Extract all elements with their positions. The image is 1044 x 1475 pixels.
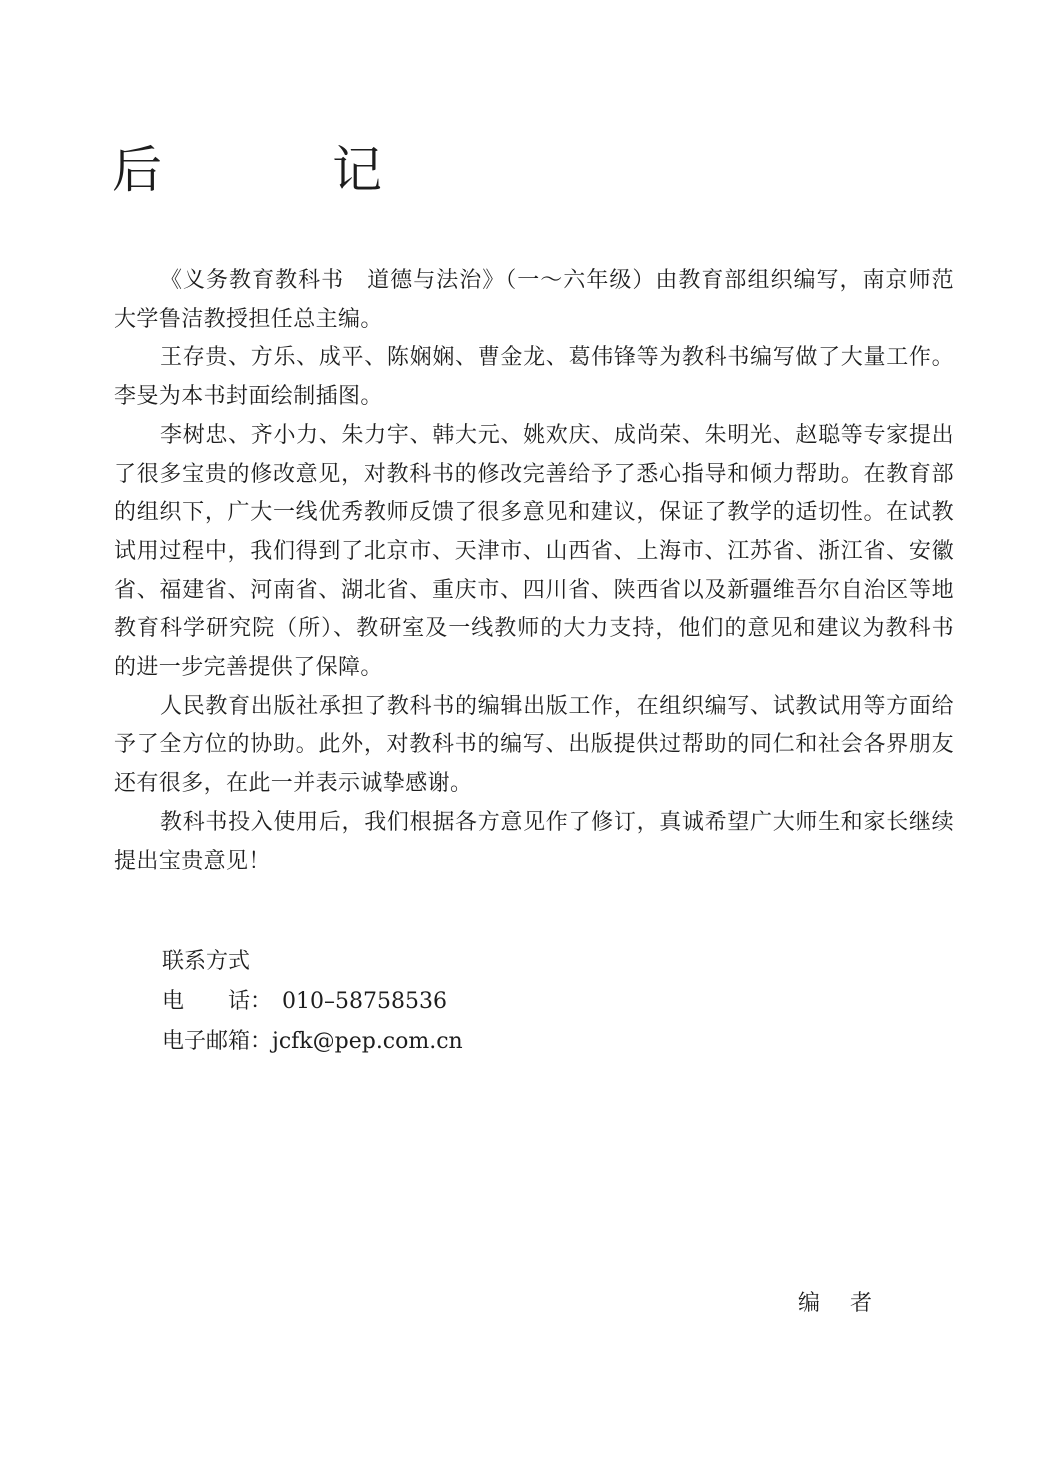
editor-signature: 编 者 <box>798 1291 877 1316</box>
email-line <box>162 1022 762 1062</box>
paragraph-3: 李树忠、齐小力、朱力宇、韩大元、姚欢庆、成尚荣、朱明光、赵聪等专家提出了很多宝贵的修改意见，对教科书的修改完善给予了悉心指导和倾力帮助。在教育部的组织下，广大一线优秀教师反馈了很多意见和建议，保证了教学的适切性。在试教试用过程中，我们得到了北京市、天津市、山西省、上海市、江苏省、浙江省、安徽省、福建省、河南省、湖北省、重庆市、四川省、陕西省以及新疆维吾尔自治区等地教育科学研究院（所）、教研室及一线教师的大力支持，他们的意见和建议为教科书的进一步完善提供了保障。 <box>114 422 954 681</box>
afterword-body <box>114 262 954 881</box>
email-value: jcfk@pep.com.cn <box>272 1029 463 1054</box>
contact-heading: 联系方式 <box>162 949 251 974</box>
page-title: 后 记 <box>112 141 442 199</box>
phone-line <box>162 982 762 1022</box>
phone-label: 电 话： <box>162 989 273 1014</box>
paragraph-2: 王存贵、方乐、成平、陈娴娴、曹金龙、葛伟锋等为教科书编写做了大量工作。李旻为本书封面绘制插图。 <box>114 345 954 410</box>
contact-info <box>162 942 762 1062</box>
phone-value: 010–58758536 <box>282 989 447 1014</box>
email-label: 电子邮箱： <box>162 1029 273 1054</box>
paragraph-4: 人民教育出版社承担了教科书的编辑出版工作，在组织编写、试教试用等方面给予了全方位的协助。此外，对教科书的编写、出版提供过帮助的同仁和社会各界朋友还有很多，在此一并表示诚挚感谢。 <box>114 693 954 797</box>
paragraph-1: 《义务教育教科书 道德与法治》（一～六年级）由教育部组织编写，南京师范大学鲁洁教授担任总主编。 <box>114 268 954 332</box>
paragraph-5: 教科书投入使用后，我们根据各方意见作了修订，真诚希望广大师生和家长继续提出宝贵意见！ <box>114 809 954 874</box>
